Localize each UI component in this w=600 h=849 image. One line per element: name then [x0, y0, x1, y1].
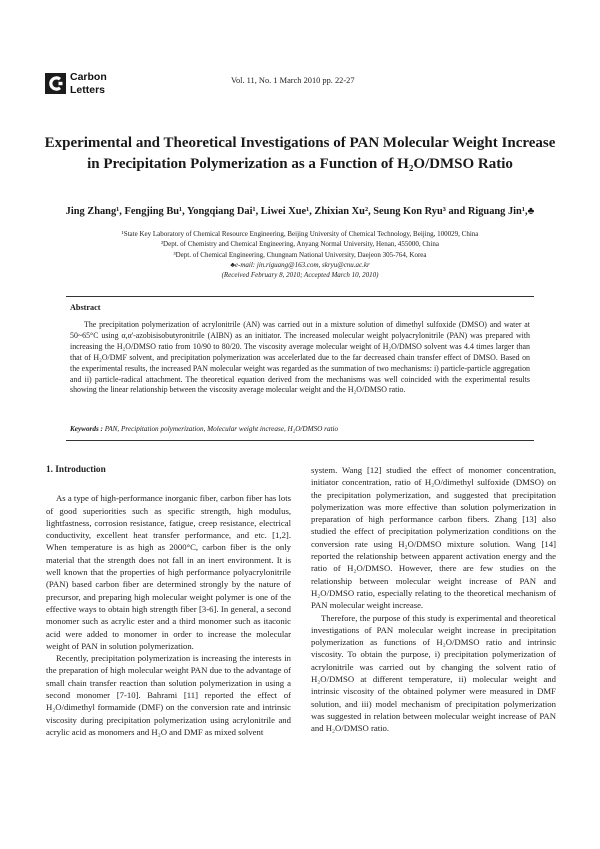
- left-column: [46, 464, 291, 738]
- abstract-heading: Abstract: [70, 303, 101, 312]
- affiliations: [40, 229, 560, 280]
- paper-title: Experimental and Theoretical Investigations of PAN Molecular Weight Increase in Precipitation Polymerization as a Function of H₂O/DMSO Ratio: [44, 135, 556, 172]
- journal-logo: [45, 71, 133, 97]
- intro-paragraph-4: Therefore, the purpose of this study is experimental and theoretical investigations of PAN molecular weight increase in precipitation polymerization as functions of H₂O/DMSO ratio and intrinsic viscosity. To obtain the purpose, i) precipitation polymerization of acrylonitrile was carried out by changing the solvent ratio of H₂O/DMSO at different temperature, ii) molecular weight and intrinsic viscosity of the obtained polymer were measured in DMF solution, and iii) model mechanism of precipitation polymerization was suggested in relation between molecular weight increase of PAN and H₂O/DMSO ratio.: [311, 612, 556, 734]
- intro-paragraph-1: As a type of high-performance inorganic fiber, carbon fiber has lots of good superiorities such as specific strength, high modulus, lightfastness, corrosion resistance, fatigue, creep resistance, electrical conductivity, excellent heat transfer performance, and etc. [1,2]. When temperature is as high as 2000°C, carbon fiber is the only material that the strength does not fall in an inert environment. It is well known that the properties of high performance polyacrylonitrile (PAN) based carbon fiber are determined strongly by the nature of precursor, and preparing high molecular weight polymer is one of the effective ways to obtain high strength fiber [3-6]. In general, a second monomer such as acrylic ester and a third monomer such as itaconic acid were added to monomer in order to increase the molecular weight of PAN in solution polymerization.: [46, 493, 291, 651]
- abstract-text: The precipitation polymerization of acrylonitrile (AN) was carried out in a mixture solution of dimethyl sulfoxide (DMSO) and water at 50~65°C using α,α'-azobisisobutyronitrile (AIBN) as an initiator. The increased molecular weight polyacrylonitrile (PAN) was prepared with increasing the H₂O/DMSO ratio from 10/90 to 80/20. The viscosity average molecular weight of H₂O/DMSO solvent was 4.4 times larger than that of H₂O/DMF solvent, and precipitation polymerization was accelerlated due to the far decreased chain transfer effect of DMSO. Based on the experimental results, the increased PAN molecular weight was regarded as the summation of two mechanisms: i) particle-particle aggregation and ii) particle-radical attachment. The theoretical equation derived from the mechanisms was well coincided with the experimental results showing the linear relationship between the viscosity average molecular weight and the H₂O/DMSO ratio.: [70, 320, 530, 395]
- logo-text: [70, 71, 107, 96]
- keywords-text: PAN, Precipitation polymerization, Molecular weight increase, H₂O/DMSO ratio: [102, 425, 339, 433]
- affiliation-3: ³Dept. of Chemical Engineering, Chungnam National University, Daejeon 305-764, Korea: [173, 250, 427, 259]
- intro-paragraph-2: Recently, precipitation polymerization is increasing the interests in the preparation of high molecular weight PAN due to the advantage of small chain transfer reaction than solution polymerization in using a second monomer [7-10]. Bahrami [11] reported the effect of H₂O/dimethyl formamide (DMF) on the conversion rate and intrinsic viscosity during precipitation polymerization using acrylonitrile and acrylic acid as monomers and H₂O and DMF as mixed solvent: [46, 653, 291, 737]
- received-dates: (Received February 8, 2010; Accepted March 10, 2010): [221, 271, 379, 280]
- keywords: [70, 425, 530, 433]
- author-list: Jing Zhang¹, Fengjing Bu¹, Yongqiang Dai¹, Liwei Xue¹, Zhixian Xu², Seung Kon Ryu³ and Riguang Jin¹,♣: [65, 206, 535, 217]
- right-column: [311, 464, 556, 735]
- abstract-top-rule: [66, 296, 534, 297]
- carbon-letters-logo-icon: [45, 73, 66, 94]
- section-heading-introduction: 1. Introduction: [46, 465, 106, 475]
- keywords-label: Keywords :: [70, 425, 103, 433]
- abstract-bottom-rule: [66, 440, 534, 441]
- intro-paragraph-3: system. Wang [12] studied the effect of monomer concentration, initiator concentration, ratio of H₂O/dimethyl sulfoxide (DMSO) on the precipitation polymerization, and suggested that precipitation polymerization was more effective than solution polymerization in preparation of high performance carbon fibers. Zhang [13] also studied the effect of precipitation polymerization conditions on the conversion rate using H₂O/DMSO mixture solution. Wang [14] reported the relationship between apparent activation energy and the ratio of H₂O/DMSO. However, there are few studies on the relationship between molecular weight increase of PAN and H₂O/DMSO ratio, especially relating to the theoretical mechanism of PAN molecular weight increase.: [311, 465, 556, 611]
- journal-reference: Vol. 11, No. 1 March 2010 pp. 22-27: [231, 76, 355, 85]
- logo-line-1: Carbon: [70, 71, 107, 83]
- affiliation-2: ²Dept. of Chemistry and Chemical Engineering, Anyang Normal University, Henan, 455000, China: [160, 240, 440, 249]
- corresponding-email: ♣e-mail: jin.riguang@163.com, skryu@cnu.ac.kr: [230, 260, 370, 269]
- affiliation-1: ¹State Key Laboratory of Chemical Resource Engineering, Beijing University of Chemical Technology, Beijing, 100029, China: [121, 230, 479, 238]
- logo-line-2: Letters: [70, 83, 106, 96]
